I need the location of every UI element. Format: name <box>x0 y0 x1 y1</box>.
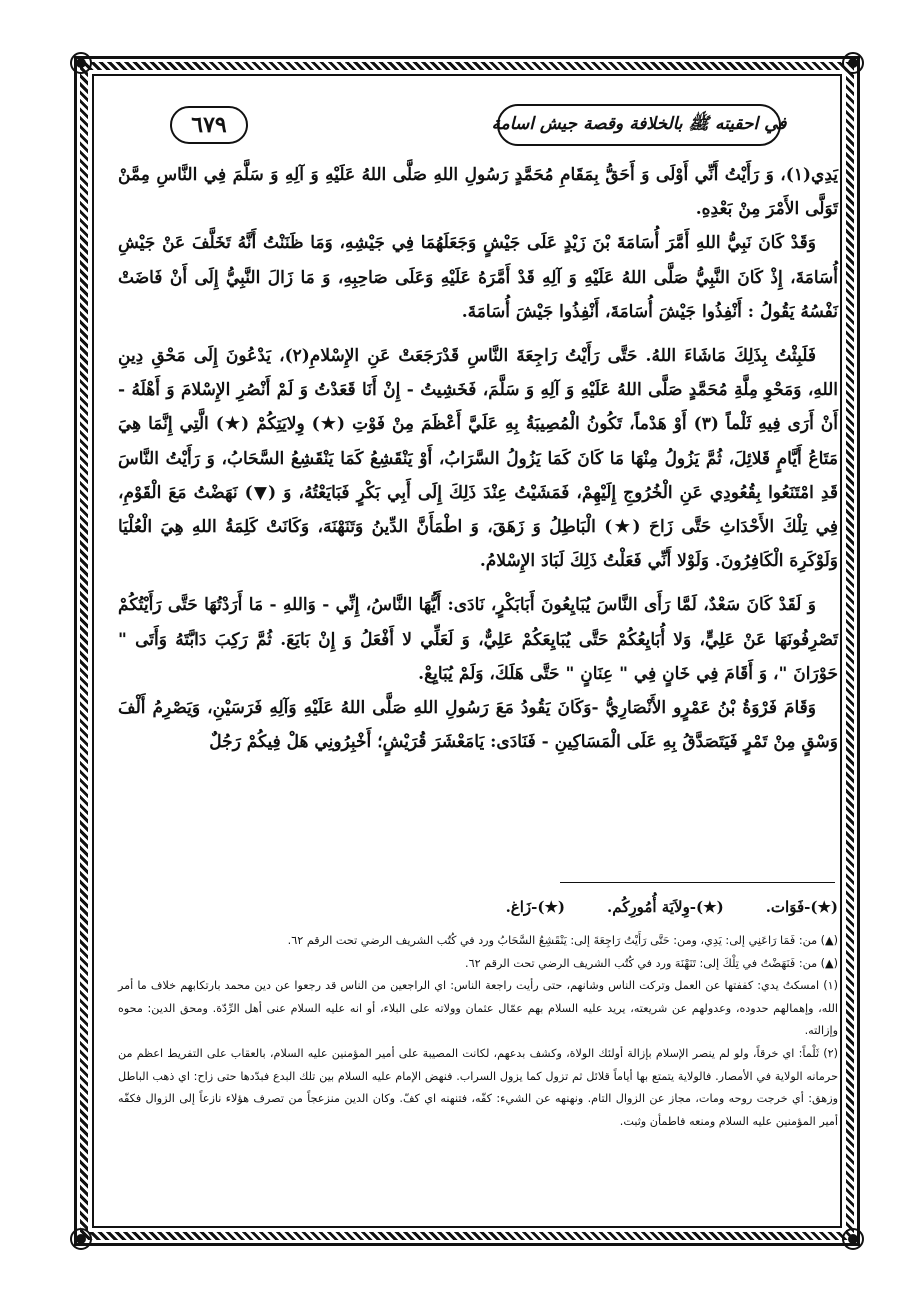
footnote: (١) امسكتُ يدي: كففتها عن العمل وتركت الناس وشانهم، حتى رأيت راجعة الناس: اي الراجعين من الناس قد رجعوا عن دين محمد بارتكابهم خلاف ما أمر الله، وإهمالهم حدوده، وعدولهم عن شريعته، يريد عليه السلام بهم عمّال عثمان وولاته على البلاء، أو انه عليه السلام عنى أهل الرِّدّة. ومحق الدين: محوه وإزالته. <box>118 979 838 1038</box>
corner-ornament-icon <box>68 50 94 76</box>
footnote: (▲) من: فَنَهَضْتُ في تِلْكَ إلى: تَنَهْنَهَ ورد في كُتُب الشريف الرضي تحت الرقم ٦٢. <box>465 956 838 970</box>
paragraph: وَقَامَ فَرْوَةُ بْنُ عَمْرٍو الأَنْصَارِيُّ -وَكَانَ يَقُودُ مَعَ رَسُولِ اللهِ صَلَّى اللهُ عَلَيْهِ وَآلِهِ فَرَسَيْنِ، وَيَصْرِمُ أَلْفَ وَسْقٍ مِنْ تَمْرٍ فَيَتَصَدَّقُ بِهِ عَلَى الْمَسَاكِينِ - فَنَادَى: يَامَعْشَرَ قُرَيْشٍ؛ أَخْبِرُونِي هَلْ فِيكُمْ رَجُلٌ <box>118 698 838 753</box>
footnotes <box>118 930 838 1133</box>
glossary-item: (★)-زَاغ. <box>505 898 566 916</box>
paragraph: فَلَبِثْتُ بِذَلِكَ مَاشَاءَ اللهُ. حَتَّى رَأَيْتُ رَاجِعَةَ النَّاسِ قَدْرَجَعَتْ عَنِ الإِسْلامِ(٢)، يَدْعُونَ إِلَى مَحْقِ دِينِ اللهِ، وَمَحْوِ مِلَّةِ مُحَمَّدٍ صَلَّى اللهُ عَلَيْهِ وَ آلِهِ وَ سَلَّمَ، فَخَشِيتُ - إِنْ أَنَا قَعَدْتُ وَ لَمْ أَنْصُرِ الإِسْلامَ وَ أَهْلَهُ - أَنْ أَرَى فِيهِ ثَلْماً (٣) أَوْ هَدْماً، تَكُونُ الْمُصِيبَةُ بِهِ عَلَيَّ أَعْظَمَ مِنْ فَوْتِ (★) وِلايَتِكُمْ (★) الَّتِي إِنَّمَا هِيَ مَتَاعُ أَيَّامٍ قَلائِلَ، ثُمَّ يَزُولُ مِنْهَا مَا كَانَ كَمَا يَزُولُ السَّرَابُ، أَوْ يَنْقَشِعُ كَمَا يَنْقَشِعُ السَّحَابُ، وَ رَأَيْتُ النَّاسَ قَدِ امْتَنَعُوا بِقُعُودِي عَنِ الْخُرُوجِ إِلَيْهِمْ، فَمَشَيْتُ عِنْدَ ذَلِكَ إِلَى أَبِي بَكْرٍ فَبَايَعْتُهُ، وَ (▼) نَهَضْتُ مَعَ الْقَوْمِ، فِي تِلْكَ الأَحْدَاثِ حَتَّى زَاحَ (★) الْبَاطِلُ وَ زَهَقَ، وَ اطْمَأَنَّ الدِّينُ وَتَنَهْنَهَ، وَكَانَتْ كَلِمَةُ اللهِ هِيَ الْعُلْيَا وَلَوْكَرِهَ الْكَافِرُونَ. وَلَوْلا أَنِّي فَعَلْتُ ذَلِكَ لَبَادَ الإِسْلامُ. <box>118 346 838 572</box>
footnote: (٢) ثَلْماً: اي خرقاً، ولو لم ينصر الإسلام بإزالة أولئك الولاة، وكشف بدعهم، لكانت المصيبة على أمير المؤمنين عليه السلام، بالعقاب على التفريط اعظم من حرمانه الولاية في الأمصار. فالولاية يتمتع بها أياماً قلائل ثم تزول كما يزول السراب. فنهض الإمام عليه السلام بين تلك البدع فبدّدها حتى زاح: اي ذهب الباطل وزهق: أي خرجت روحه ومات، مجاز عن الزوال التام. ونهنهه عن الشيء: كفّه، فتنهنه اي كفّ. وكان الدين منزعجاً من تصرف هؤلاء نازعاً إلى الزوال فكفّه أمير المؤمنين عليه السلام ومنعه فاطمأن وثبت. <box>118 1046 838 1128</box>
page-number: ٦٧٩ <box>170 106 248 144</box>
glossary-line <box>130 898 838 916</box>
glossary-item: (★)-فَوَات. <box>765 898 838 916</box>
corner-ornament-icon <box>840 1226 866 1252</box>
corner-ornament-icon <box>68 1226 94 1252</box>
footnote-divider <box>560 882 835 883</box>
paragraph: يَدِي(١)، وَ رَأَيْتُ أَنِّي أَوْلَى وَ أَحَقُّ بِمَقَامِ مُحَمَّدٍ رَسُولِ اللهِ صَلَّى اللهُ عَلَيْهِ وَ آلِهِ وَ سَلَّمَ فِي النَّاسِ مِمَّنْ تَوَلَّى الأَمْرَ مِنْ بَعْدِهِ. <box>118 165 838 220</box>
main-text <box>118 158 838 759</box>
glossary-item: (★)-وِلاَيَة أُمُورِكُم. <box>607 898 724 916</box>
footnote: (▲) من: فَمَا رَاعَنِي إلى: يَدِي، ومن: حَتَّى رَأَيْتُ رَاجِعَةَ إلى: يَنْقَشِعُ السَّحَابُ ورد في كُتُب الشريف الرضي تحت الرقم ٦٢. <box>287 934 838 947</box>
corner-ornament-icon <box>840 50 866 76</box>
paragraph: وَقَدْ كَانَ نَبِيُّ اللهِ أَمَّرَ أُسَامَةَ بْنَ زَيْدٍ عَلَى جَيْشٍ وَجَعَلَهُمَا فِي جَيْشِهِ، وَمَا ظَنَنْتُ أَنَّهُ تَخَلَّفَ عَنْ جَيْشِ أُسَامَةَ، إِذْ كَانَ النَّبِيُّ صَلَّى اللهُ عَلَيْهِ وَ آلِهِ قَدْ أَمَّرَهُ عَلَيْهِ وَعَلَى صَاحِبِهِ، وَ مَا زَالَ النَّبِيُّ إِلَى أَنْ فَاضَتْ نَفْسُهُ يَقُولُ : أَنْفِذُوا جَيْشَ أُسَامَةَ، أَنْفِذُوا جَيْشَ أُسَامَةَ. <box>118 233 838 322</box>
running-header-title: في احقيته ﷺ بالخلافة وقصة جيش اسامة <box>497 104 781 146</box>
paragraph: وَ لَقَدْ كَانَ سَعْدٌ، لَمَّا رَأَى النَّاسَ يُبَايِعُونَ أَبَابَكْرٍ، نَادَى: أَيُّهَا النَّاسُ، إِنِّي - وَاللهِ - مَا أَرَدْتُهَا حَتَّى رَأَيْتُكُمْ تَصْرِفُونَهَا عَنْ عَلِيٍّ، وَلا أُبَايِعُكُمْ حَتَّى يُبَايِعَكُمْ عَلِيٌّ، وَ لَعَلِّي لا أَفْعَلُ وَ إِنْ بَايَعَ. ثُمَّ رَكِبَ دَابَّتَهُ وَأَتَى " حَوْرَانَ "، وَ أَقَامَ فِي خَانٍ فِي " عِنَانٍ " حَتَّى هَلَكَ، وَلَمْ يُبَايِعْ. <box>118 595 838 684</box>
